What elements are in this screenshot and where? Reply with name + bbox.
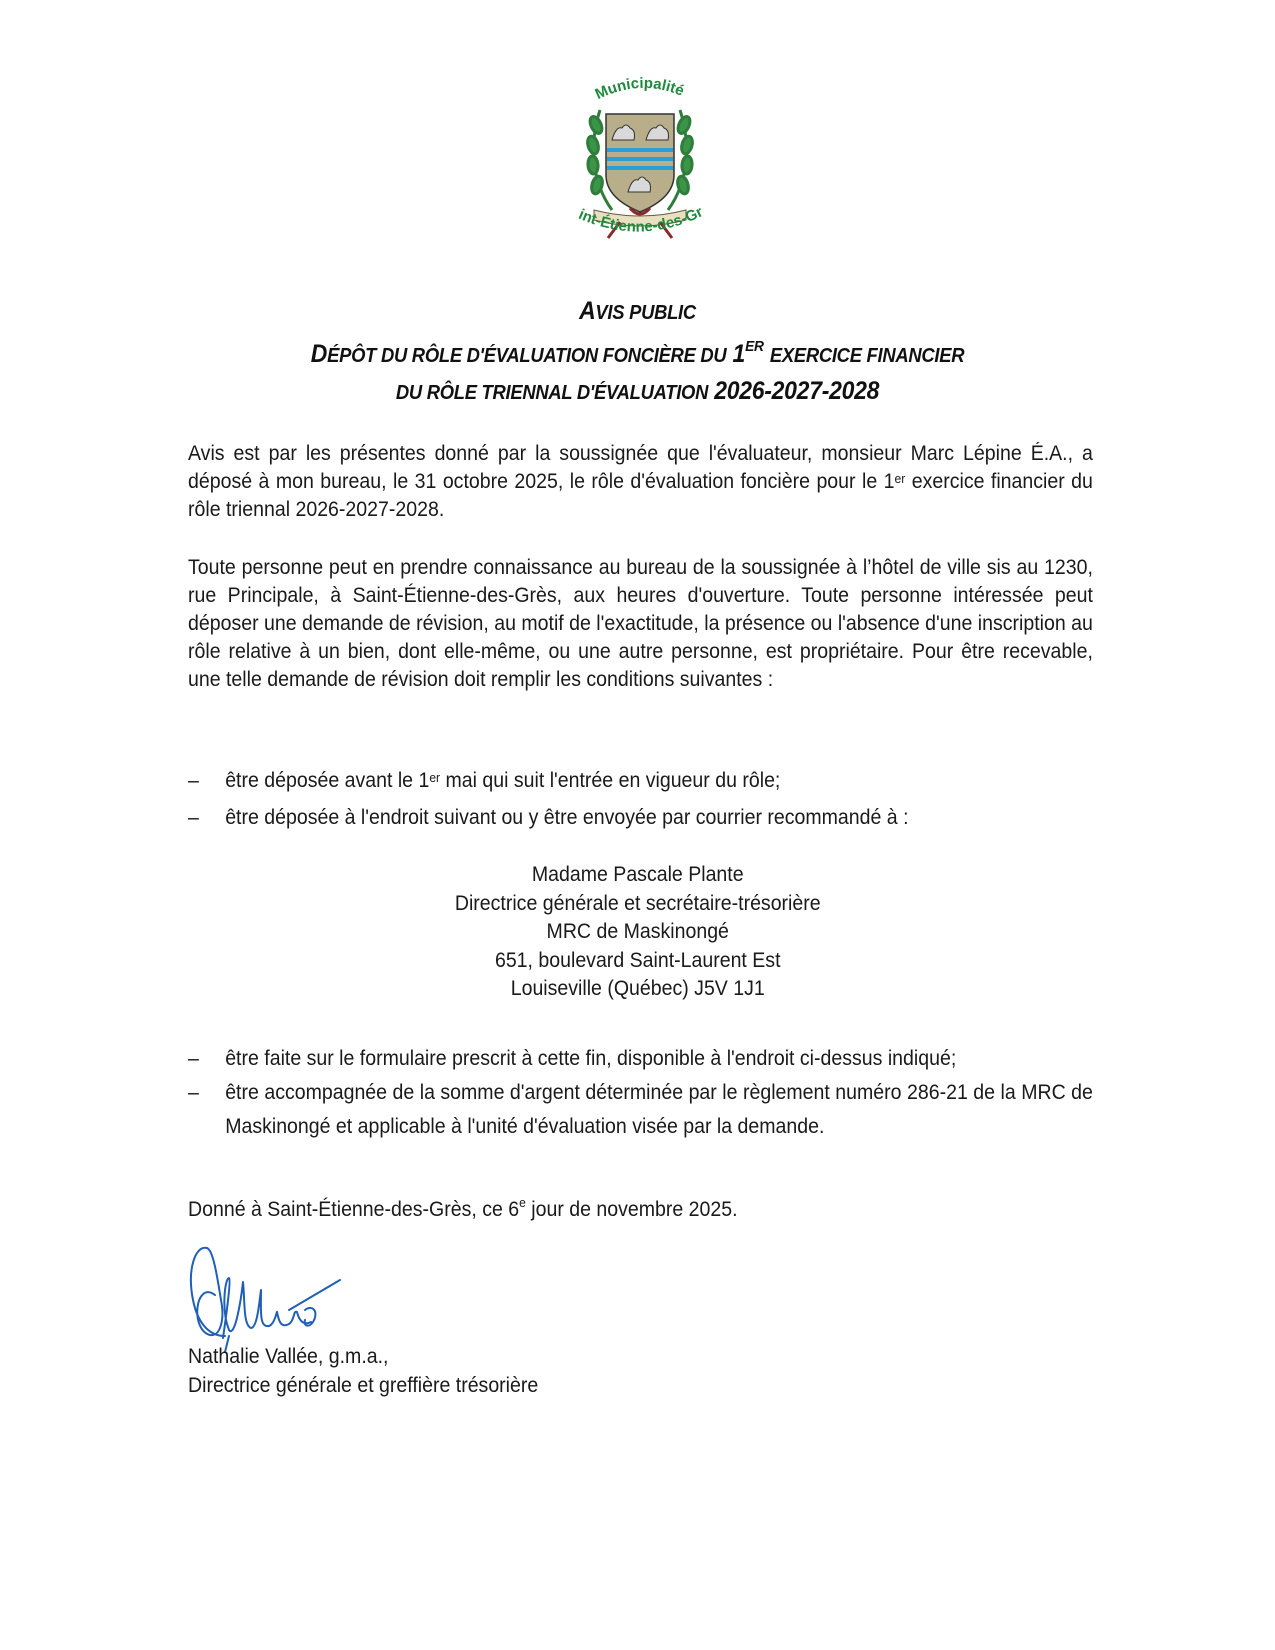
signer-block: [188, 1342, 538, 1400]
mailing-address: [45, 861, 1231, 1004]
ordinal-suffix: e: [519, 1195, 526, 1210]
notice-subtitle-line-2: [51, 377, 1224, 406]
subtitle-initial: D: [310, 340, 328, 368]
paragraph-1-text: Avis est par les présentes donné par la soussignée que l'évaluateur, monsieur Marc Lépine É.A., a déposé à mon bureau, le 31 octobre 2025, le rôle d'évaluation foncière pour le 1: [188, 442, 1093, 493]
signer-title: Directrice générale et greffière trésorière: [188, 1374, 539, 1397]
dash-icon: –: [188, 806, 199, 829]
municipality-logo: [560, 70, 720, 260]
signer-name: Nathalie Vallée, g.m.a.,: [188, 1345, 389, 1368]
handwritten-signature: [185, 1240, 360, 1352]
svg-text:Municipalité: [593, 75, 687, 103]
logo-top-text: Municipalité: [592, 74, 687, 104]
title-rest: VIS PUBLIC: [595, 302, 696, 324]
address-street: 651, boulevard Saint-Laurent Est: [494, 948, 781, 972]
ordinal-suffix: er: [429, 770, 441, 785]
condition-text: être accompagnée de la somme d'argent déterminée par le règlement numéro 286-21 de la MRC de Maskinongé et applicable à l'unité d'évaluation visée par la demande.: [225, 1081, 1093, 1138]
ordinal-suffix: er: [894, 471, 906, 486]
logo-bottom-text: int-Étienne-des-Gr: [575, 203, 706, 236]
signature-icon: [185, 1240, 360, 1352]
subtitle-line-2-text: DU RÔLE TRIENNAL D'ÉVALUATION: [395, 382, 709, 404]
subtitle-years: 2026-2027-2028: [714, 377, 880, 405]
condition-text: être déposée à l'endroit suivant ou y être envoyée par courrier recommandé à :: [225, 806, 909, 829]
coat-of-arms-icon: [560, 70, 720, 260]
address-organization: MRC de Maskinongé: [546, 920, 729, 943]
title-initial: A: [579, 297, 596, 325]
condition-text: être déposée avant le 1: [225, 769, 430, 792]
paragraph-consultation: Toute personne peut en prendre connaissance au bureau de la soussignée à l’hôtel de ville sis au 1230, rue Principale, à Saint-Étienne-des-Grès, aux heures d'ouverture. Toute personne intéressée peut déposer une demande de révision, au motif de l'exactitude, la présence ou l'absence d'une inscription au rôle relative à un bien, dont elle-même, ou une autre personne, est propriétaire. Pour être recevable, une telle demande de révision doit remplir les conditions suivantes :: [188, 556, 1093, 691]
dash-icon: –: [188, 769, 199, 792]
subtitle-ordinal: 1: [732, 340, 746, 368]
notice-title: [51, 297, 1224, 326]
closing-line: [188, 1195, 738, 1222]
dash-icon: –: [188, 1081, 199, 1104]
condition-text: être faite sur le formulaire prescrit à cette fin, disponible à l'endroit ci-dessus indiqué;: [225, 1047, 957, 1070]
closing-text-end: jour de novembre 2025.: [525, 1198, 738, 1221]
closing-text: Donné à Saint-Étienne-des-Grès, ce 6: [188, 1198, 520, 1221]
condition-text-end: mai qui suit l'entrée en vigueur du rôle;: [440, 769, 781, 792]
subtitle-part-1: ÉPÔT DU RÔLE D'ÉVALUATION FONCIÈRE DU: [327, 345, 727, 367]
subtitle-part-2: EXERCICE FINANCIER: [769, 345, 965, 367]
address-recipient: Madame Pascale Plante: [531, 863, 744, 886]
paragraph-deposit: [188, 440, 1093, 524]
address-city: Louiseville (Québec) J5V 1J1: [510, 977, 765, 1000]
notice-subtitle-line-1: [51, 340, 1224, 369]
paragraph-1-text-end: exercice financier du rôle triennal 2026-2027-2028.: [188, 470, 1093, 521]
subtitle-ordinal-suffix: ER: [745, 338, 764, 355]
address-title: Directrice générale et secrétaire-trésorière: [454, 891, 821, 915]
dash-icon: –: [188, 1047, 199, 1070]
